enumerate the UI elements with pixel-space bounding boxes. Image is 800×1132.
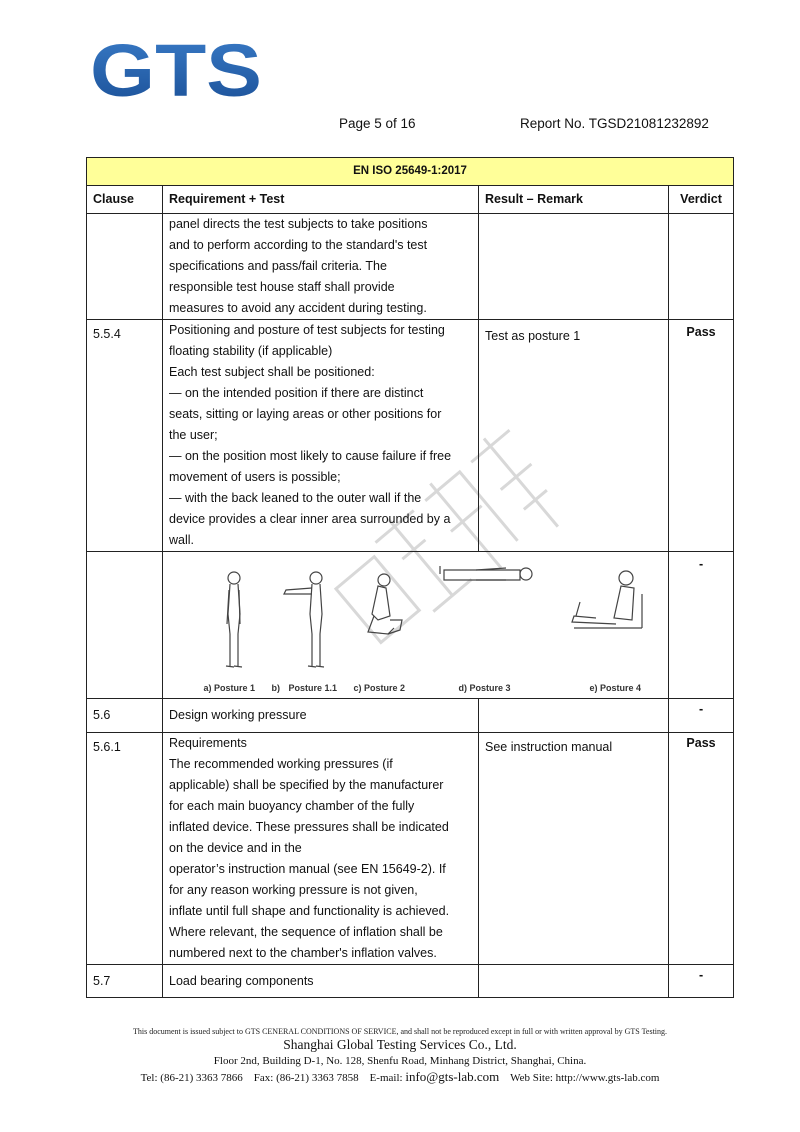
footer-tel: Tel: (86-21) 3363 7866 xyxy=(140,1072,243,1084)
requirement-line: measures to avoid any accident during testing. xyxy=(169,301,427,315)
standard-row xyxy=(87,158,734,186)
clause-cell xyxy=(87,214,163,320)
requirement-cell xyxy=(163,965,479,998)
requirement-line: inflate until full shape and functionality is achieved. xyxy=(169,904,450,918)
caption-b: b) xyxy=(271,683,280,693)
requirement-line: operator’s instruction manual (see EN 15649-2). If xyxy=(169,862,446,876)
result-cell: See instruction manual xyxy=(479,733,669,965)
requirement-line: The recommended working pressures (if xyxy=(169,757,393,771)
footer-fax: Fax: (86-21) 3363 7858 xyxy=(253,1072,359,1084)
caption-posture-1: a) Posture 1 xyxy=(203,683,256,693)
table-row xyxy=(87,699,734,733)
result-cell xyxy=(479,699,669,733)
standard-title: EN ISO 25649-1:2017 xyxy=(87,158,734,186)
caption-posture-2: c) Posture 2 xyxy=(353,683,406,693)
verdict-cell: - xyxy=(669,552,734,699)
requirement-cell xyxy=(163,214,479,320)
requirement-cell xyxy=(163,733,479,965)
posture-1-1-figure xyxy=(284,572,324,667)
requirement-line: panel directs the test subjects to take positions xyxy=(169,217,428,231)
requirement-cell xyxy=(163,320,479,552)
report-number: Report No. TGSD21081232892 xyxy=(520,116,709,131)
requirement-line: Each test subject shall be positioned: xyxy=(169,365,375,379)
gts-logo-graphic xyxy=(90,40,262,100)
requirement-line: the user; xyxy=(169,428,218,442)
clause-cell: 5.6.1 xyxy=(87,733,163,965)
figure-row xyxy=(87,552,734,699)
gts-logo xyxy=(90,40,262,100)
requirement-line: Design working pressure xyxy=(169,708,307,722)
footer-disclaimer: This document is issued subject to GTS CENERAL CONDITIONS OF SERVICE, and shall not be reproduced except in full or with written approval by GTS Testing. xyxy=(132,1027,668,1036)
logo-text: GTS xyxy=(90,40,262,100)
verdict-cell: Pass xyxy=(669,320,734,552)
caption-posture-4: e) Posture 4 xyxy=(589,683,642,693)
requirement-line: seats, sitting or laying areas or other positions for xyxy=(169,407,442,421)
requirement-line: for any reason working pressure is not given, xyxy=(169,883,418,897)
footer-company: Shanghai Global Testing Services Co., Ltd. xyxy=(283,1037,517,1052)
col-verdict: Verdict xyxy=(669,186,734,214)
requirement-line: inflated device. These pressures shall be indicated xyxy=(169,820,449,834)
requirement-line: for each main buoyancy chamber of the fully xyxy=(169,799,415,813)
clause-cell: 5.7 xyxy=(87,965,163,998)
requirement-line: floating stability (if applicable) xyxy=(169,344,333,358)
posture-drawings xyxy=(176,554,656,694)
footer-email: info@gts-lab.com xyxy=(405,1069,500,1084)
verdict-cell: - xyxy=(669,965,734,998)
verdict-cell: - xyxy=(669,699,734,733)
table-row xyxy=(87,214,734,320)
requirement-line: movement of users is possible; xyxy=(169,470,341,484)
table-row xyxy=(87,965,734,998)
result-cell xyxy=(479,214,669,320)
requirement-cell xyxy=(163,699,479,733)
posture-2-figure xyxy=(368,574,402,634)
requirement-line: Load bearing components xyxy=(169,974,314,988)
verdict-cell: Pass xyxy=(669,733,734,965)
requirement-line: — with the back leaned to the outer wall if the xyxy=(169,491,422,505)
requirement-line: numbered next to the chamber's inflation valves. xyxy=(169,946,437,960)
col-requirement: Requirement + Test xyxy=(163,186,479,214)
table-row xyxy=(87,320,734,552)
col-result: Result – Remark xyxy=(479,186,669,214)
footer-web: Web Site: http://www.gts-lab.com xyxy=(510,1072,660,1084)
requirement-line: device provides a clear inner area surrounded by a xyxy=(169,512,451,526)
footer-contact xyxy=(0,1069,800,1085)
result-cell xyxy=(479,965,669,998)
requirement-line: applicable) shall be specified by the manufacturer xyxy=(169,778,444,792)
posture-4-figure xyxy=(572,571,642,628)
requirement-line: Where relevant, the sequence of inflation shall be xyxy=(169,925,443,939)
requirement-line: and to perform according to the standard's test xyxy=(169,238,428,252)
clause-cell: 5.6 xyxy=(87,699,163,733)
caption-posture-1-1: Posture 1.1 xyxy=(288,683,338,693)
requirement-line: specifications and pass/fail criteria. The xyxy=(169,259,387,273)
requirement-line: on the device and in the xyxy=(169,841,302,855)
result-cell: Test as posture 1 xyxy=(479,320,669,552)
requirement-line: Requirements xyxy=(169,736,247,750)
figure-cell xyxy=(163,552,669,699)
table-row xyxy=(87,733,734,965)
caption-posture-3: d) Posture 3 xyxy=(458,683,511,693)
footer-address: Floor 2nd, Building D-1, No. 128, Shenfu Road, Minhang District, Shanghai, China. xyxy=(213,1055,587,1067)
posture-3-figure xyxy=(440,566,532,580)
col-clause: Clause xyxy=(87,186,163,214)
page-number: Page 5 of 16 xyxy=(339,116,416,131)
requirement-line: — on the intended position if there are distinct xyxy=(169,386,424,400)
footer-email-label: E-mail: xyxy=(369,1072,403,1084)
verdict-cell xyxy=(669,214,734,320)
requirement-line: responsible test house staff shall provide xyxy=(169,280,395,294)
clause-cell xyxy=(87,552,163,699)
posture-figure xyxy=(176,554,656,694)
clause-cell: 5.5.4 xyxy=(87,320,163,552)
requirement-line: — on the position most likely to cause failure if free xyxy=(169,449,452,463)
requirement-line: wall. xyxy=(169,533,195,547)
posture-1-figure xyxy=(226,572,242,667)
requirements-table xyxy=(86,157,734,998)
requirement-line: Positioning and posture of test subjects for testing xyxy=(169,323,445,337)
column-header-row xyxy=(87,186,734,214)
